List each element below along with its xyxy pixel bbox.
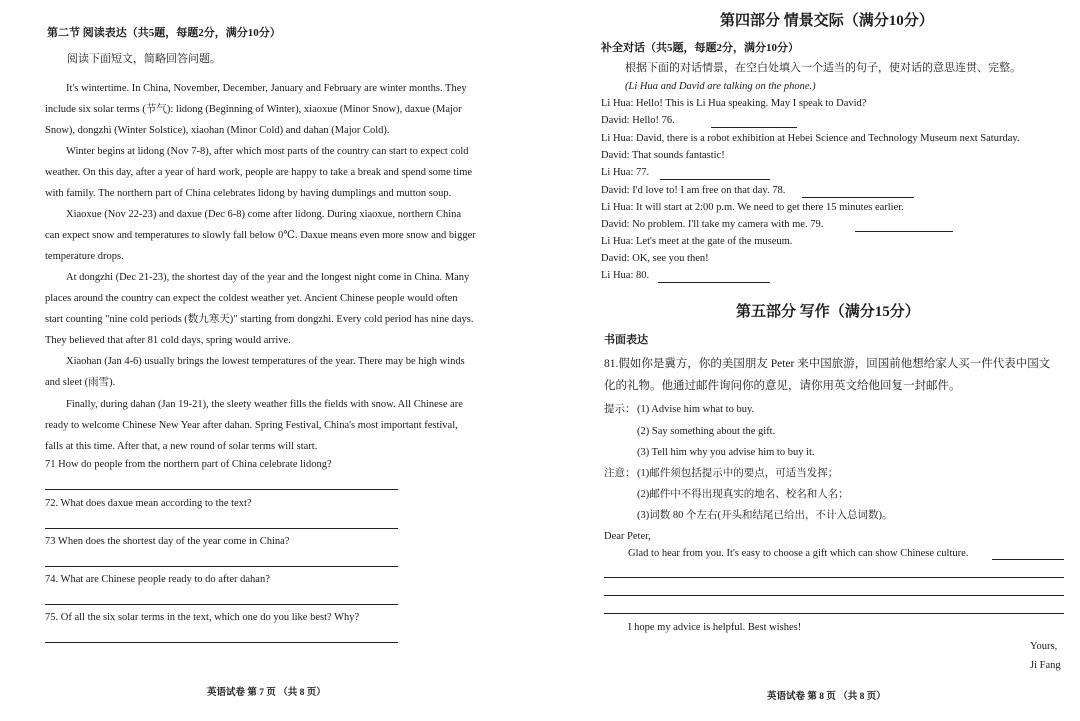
passage-line: Finally, during dahan (Jan 19-21), the sleety weather fills the fields with snow. All Chinese are [66,399,463,410]
section-title: 补全对话（共5题，每题2分，满分10分） [601,42,799,54]
passage-line: ready to welcome Chinese New Year after dahan. Spring Festival, China's most important festival, [45,420,458,431]
tip-item: (3) Tell him why you advise him to buy it. [637,447,815,458]
part-5-title: 第五部分 写作（满分15分） [736,304,920,320]
question-75: 75. Of all the six solar terms in the text, which one do you like best? Why? [45,612,360,623]
passage-line: and sleet (雨雪). [45,377,116,388]
part-4-title: 第四部分 情景交际（满分10分） [720,13,934,29]
passage-line: Snow), dongzhi (Winter Solstice), xiaohan (Minor Cold) and dahan (Major Cold). [45,125,390,136]
passage-line: weather. On this day, after a year of hard work, people are happy to take a break and spend some time [45,167,473,178]
passage-line: places around the country can expect the coldest weather yet. Ancient Chinese people would often [45,293,458,304]
writing-prompt-line: 化的礼物。他通过邮件询问你的意见，请你用英文给他回复一封邮件。 [604,380,961,392]
question-72: 72. What does daxue mean according to the text? [45,498,252,509]
note-item: (1)邮件须包括提示中的要点，可适当发挥； [637,468,839,479]
page-footer: 英语试卷 第 7 页 （共 8 页） [207,688,326,698]
answer-line-75[interactable] [45,642,398,643]
writing-line[interactable] [604,577,1064,578]
passage-line: Xiaoxue (Nov 22-23) and daxue (Dec 6-8) come after lidong. During xiaoxue, northern China [66,209,462,220]
dialogue-line: Li Hua: It will start at 2:00 p.m. We need to get there 15 minutes earlier. [601,202,904,213]
passage-line: It's wintertime. In China, November, December, January and February are winter months. They [66,83,467,94]
writing-line[interactable] [992,559,1064,560]
dialogue-line: Li Hua: Let's meet at the gate of the museum. [601,236,793,247]
writing-line[interactable] [604,613,1064,614]
tip-item: (2) Say something about the gift. [637,426,776,437]
passage-line: falls at this time. After that, a new round of solar terms will start. [45,441,318,452]
note-item: (2)邮件中不得出现真实的地名、校名和人名； [637,489,849,500]
passage-line: start counting "nine cold periods (数九寒天)" starting from dongzhi. Every cold period has nine days. [45,314,474,325]
dialogue-line: Li Hua: Hello! This is Li Hua speaking. May I speak to David? [601,98,867,109]
page-footer: 英语试卷 第 8 页 （共 8 页） [767,692,886,702]
blank-79[interactable] [855,231,953,232]
letter-signoff: Yours, [1030,641,1058,652]
passage-line: Xiaohan (Jan 4-6) usually brings the lowest temperatures of the year. There may be high winds [66,356,465,367]
answer-line-72[interactable] [45,528,398,529]
instruction: 根据下面的对话情景，在空白处填入一个适当的句子，使对话的意思连贯、完整。 [625,62,1021,74]
dialogue-line: David: Hello! 76. [601,115,675,126]
answer-line-73[interactable] [45,566,398,567]
blank-80[interactable] [658,282,770,283]
dialogue-line: David: That sounds fantastic! [601,150,725,161]
tips-label: 提示： [604,404,636,415]
dialogue-line: Li Hua: 77. [601,167,650,178]
dialogue-line: Li Hua: David, there is a robot exhibition at Hebei Science and Technology Museum next Saturday. [601,133,1020,144]
page-8 [540,0,1080,721]
dialogue-context: (Li Hua and David are talking on the phone.) [625,81,816,92]
question-71: 71 How do people from the northern part of China celebrate lidong? [45,459,332,470]
letter-closing: I hope my advice is helpful. Best wishes! [628,622,802,633]
notes-label: 注意： [604,468,636,479]
instruction: 阅读下面短文，简略回答问题。 [67,53,221,65]
writing-prompt-line: 81.假如你是冀方，你的美国朋友 Peter 来中国旅游，回国前他想给家人买一件代表中国文 [604,358,1051,370]
passage-line: At dongzhi (Dec 21-23), the shortest day of the year and the longest night come in China. Many [66,272,470,283]
letter-opening: Glad to hear from you. It's easy to choose a gift which can show Chinese culture. [628,548,969,559]
passage-line: include six solar terms (节气): lidong (Beginning of Winter), xiaoxue (Minor Snow), daxue (Major [45,104,462,115]
passage-line: temperature drops. [45,251,124,262]
passage-line: Winter begins at lidong (Nov 7-8), after which most parts of the country can start to expect cold [66,146,469,157]
letter-signature: Ji Fang [1030,660,1061,671]
dialogue-line: David: OK, see you then! [601,253,709,264]
blank-77[interactable] [660,179,770,180]
writing-label: 书面表达 [604,334,648,346]
passage-line: with family. The northern part of China celebrates lidong by having dumplings and mutton soup. [45,188,452,199]
writing-line[interactable] [604,595,1064,596]
question-74: 74. What are Chinese people ready to do after dahan? [45,574,270,585]
blank-76[interactable] [711,127,797,128]
dialogue-line: David: I'd love to! I am free on that day. 78. [601,185,786,196]
blank-78[interactable] [802,197,914,198]
letter-greeting: Dear Peter, [604,531,651,542]
tip-item: (1) Advise him what to buy. [637,404,755,415]
question-73: 73 When does the shortest day of the year come in China? [45,536,290,547]
passage-line: can expect snow and temperatures to slowly fall below 0℃. Daxue means even more snow and bigger [45,230,476,241]
dialogue-line: Li Hua: 80. [601,270,650,281]
answer-line-74[interactable] [45,604,398,605]
answer-line-71[interactable] [45,489,398,490]
passage-line: They believed that after 81 cold days, spring would arrive. [45,335,291,346]
note-item: (3)词数 80 个左右(开头和结尾已给出，不计入总词数)。 [637,510,893,521]
section-title: 第二节 阅读表达（共5题，每题2分，满分10分） [47,27,281,39]
dialogue-line: David: No problem. I'll take my camera with me. 79. [601,219,824,230]
